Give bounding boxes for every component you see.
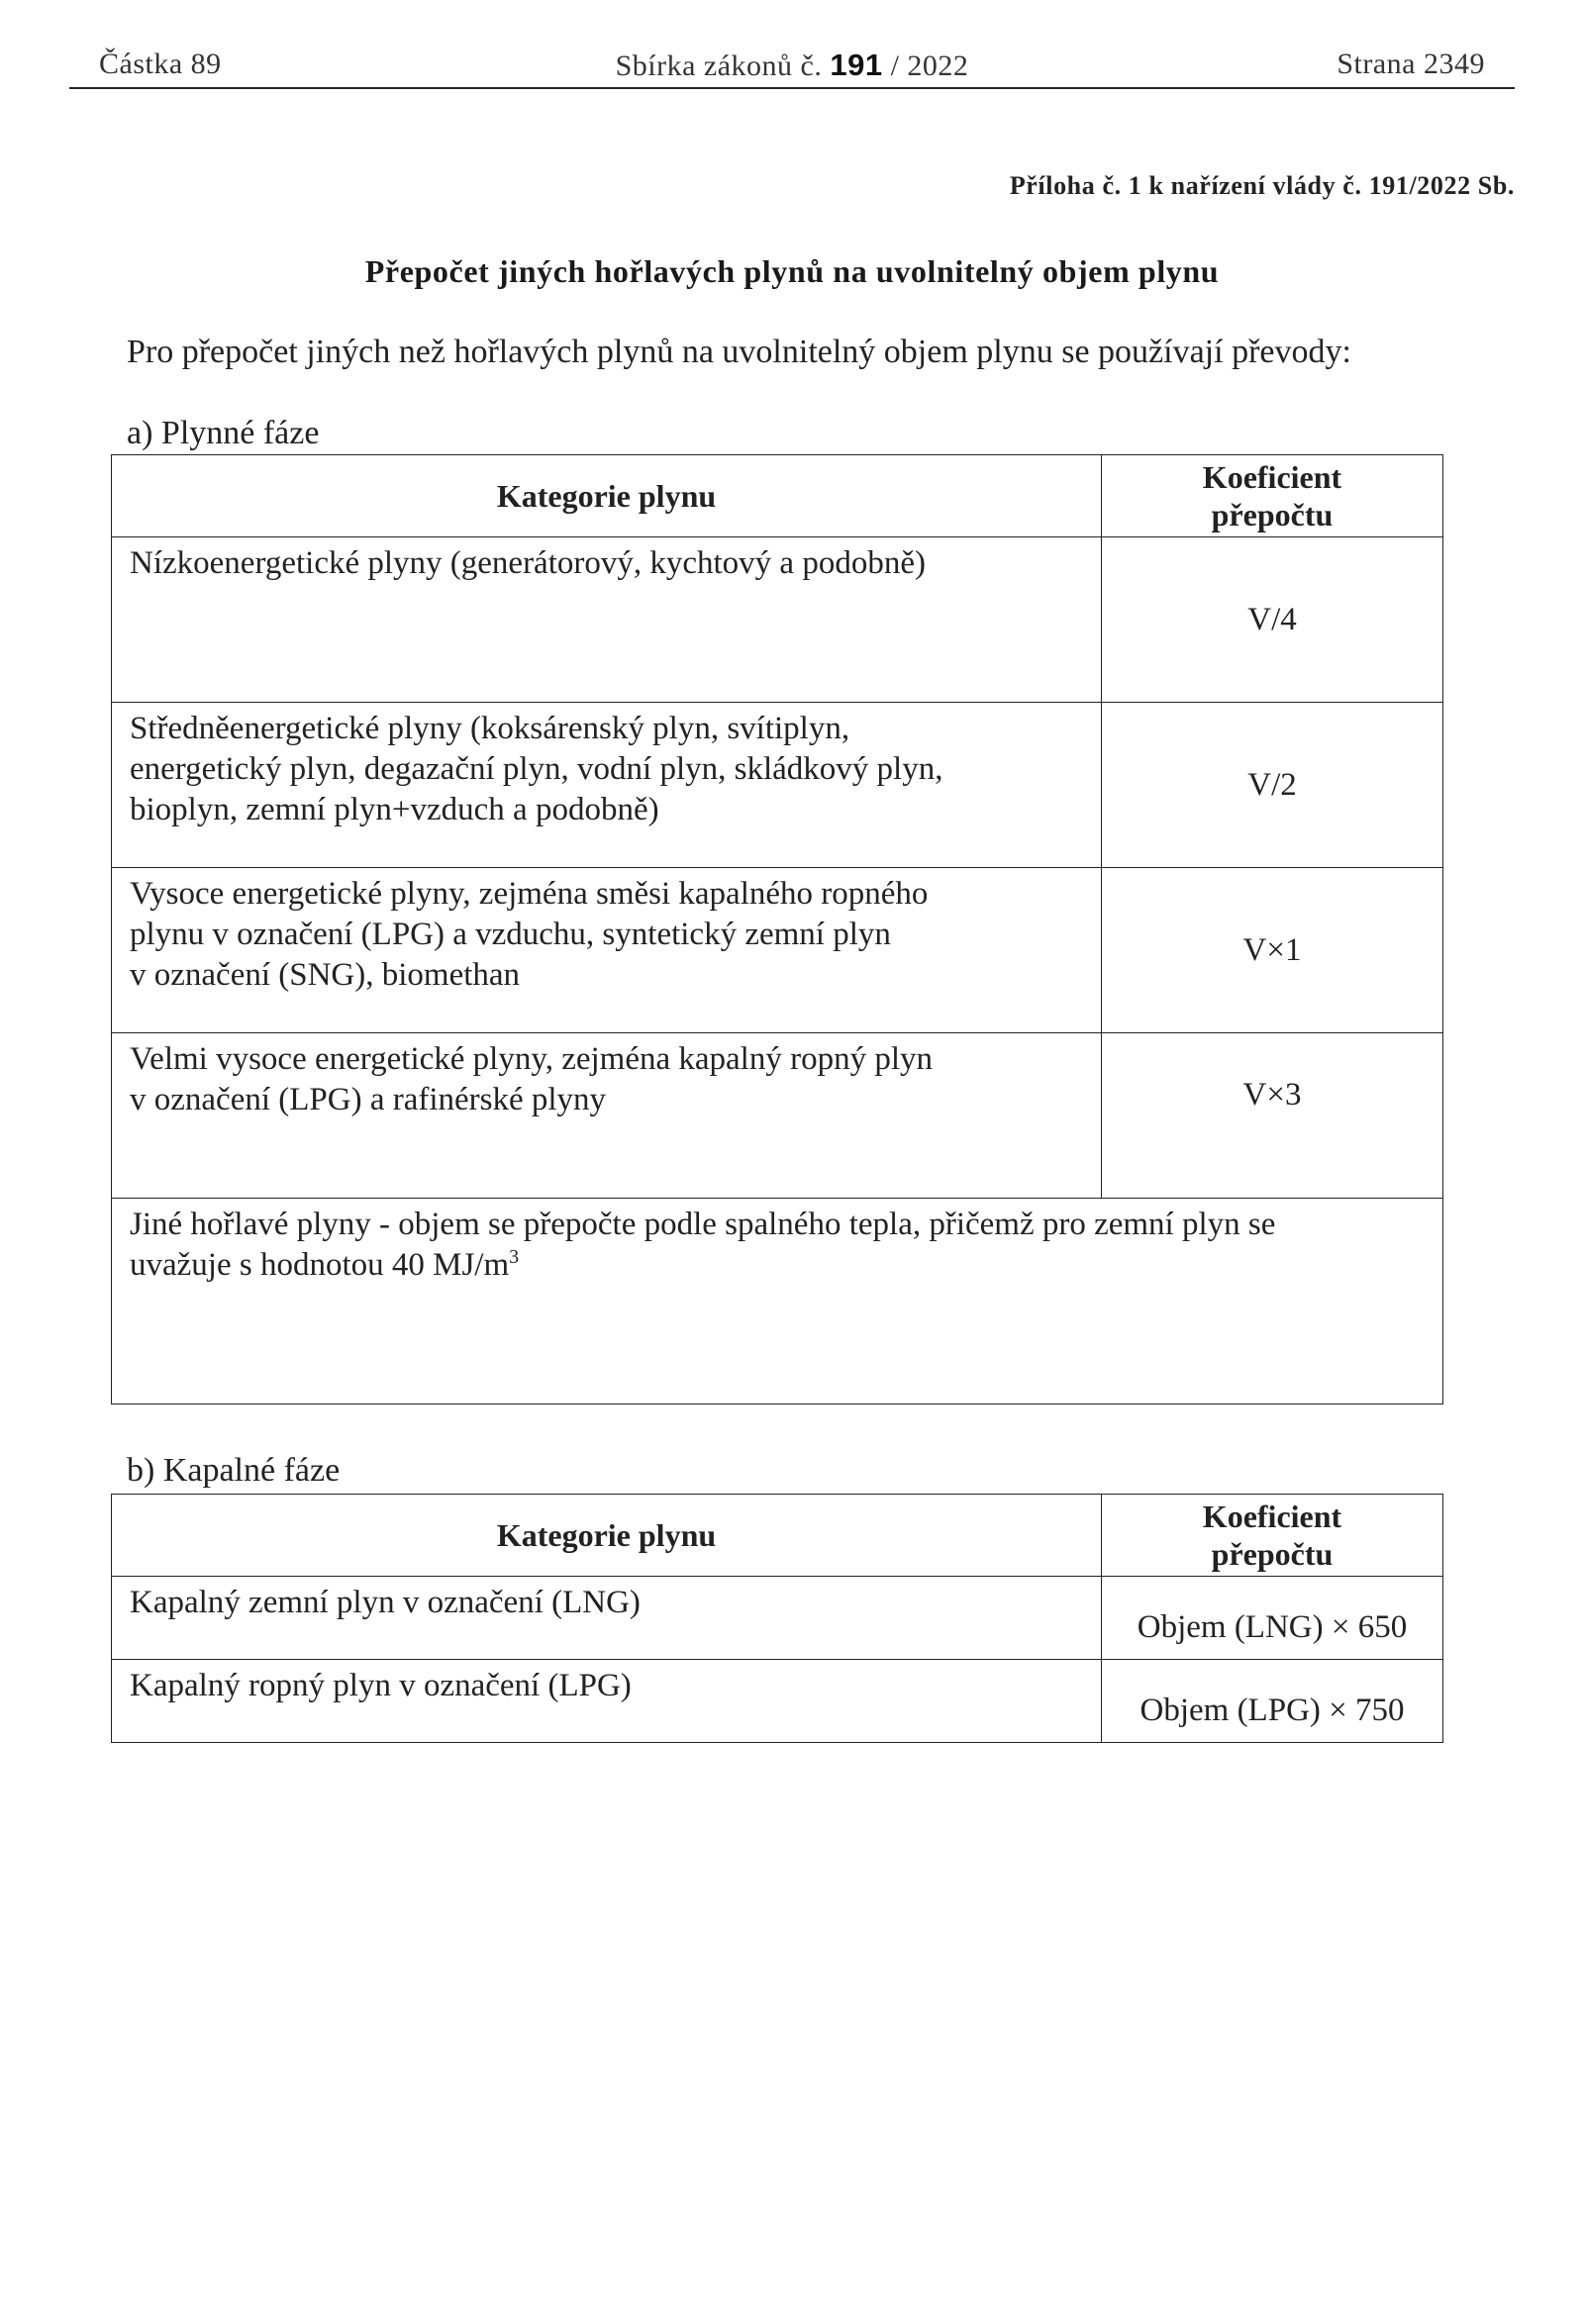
category-text: v označení (LPG) a rafinérské plyny <box>130 1082 607 1117</box>
table-row <box>112 1660 1443 1743</box>
coef-header-line1: Koeficient <box>1202 1499 1342 1534</box>
category-text: Velmi vysoce energetické plyny, zejména kapalný ropný plyn <box>130 1041 933 1077</box>
table-row <box>112 703 1443 868</box>
note-line2: uvažuje s hodnotou 40 MJ/m <box>130 1247 510 1283</box>
category-text: Kapalný ropný plyn v označení (LPG) <box>130 1668 632 1703</box>
coefficient-cell: V/4 <box>1102 537 1443 703</box>
table-header-row <box>112 1495 1443 1577</box>
table-header-row <box>112 455 1443 537</box>
category-cell <box>112 703 1102 868</box>
page-header <box>69 48 1515 89</box>
category-cell <box>112 1033 1102 1199</box>
coef-header-line2: přepočtu <box>1211 497 1334 533</box>
note-line1: Jiné hořlavé plyny - objem se přepočte podle spalného tepla, přičemž pro zemní plyn se <box>130 1207 1276 1242</box>
table-row <box>112 868 1443 1033</box>
category-text: plynu v označení (LPG) a vzduchu, syntetický zemní plyn <box>130 917 891 952</box>
column-header-coefficient <box>1102 455 1443 537</box>
header-page-number: Strana 2349 <box>1336 48 1485 80</box>
table-row <box>112 1033 1443 1199</box>
other-gases-note <box>112 1199 1443 1404</box>
liquid-phase-table <box>111 1494 1443 1743</box>
document-title: Přepočet jiných hořlavých plynů na uvolnitelný objem plynu <box>364 253 1220 289</box>
category-text: Kapalný zemní plyn v označení (LNG) <box>130 1585 641 1620</box>
header-collection <box>69 48 1515 83</box>
coefficient-cell: V×3 <box>1102 1033 1443 1199</box>
section-a-label: a) Plynné fáze <box>127 415 320 451</box>
header-collection-prefix: Sbírka zákonů č. <box>615 49 823 82</box>
coefficient-cell: Objem (LPG) × 750 <box>1102 1660 1443 1743</box>
column-header-category: Kategorie plynu <box>112 455 1102 537</box>
section-b-label: b) Kapalné fáze <box>127 1452 341 1489</box>
category-cell <box>112 537 1102 703</box>
category-cell <box>112 868 1102 1033</box>
category-cell <box>112 1660 1102 1743</box>
header-issue: Částka 89 <box>99 48 222 80</box>
gas-phase-table <box>111 454 1443 1404</box>
coefficient-cell: V×1 <box>1102 868 1443 1033</box>
coefficient-cell: Objem (LNG) × 650 <box>1102 1577 1443 1660</box>
header-collection-year: / 2022 <box>890 49 969 82</box>
table-row <box>112 1577 1443 1660</box>
category-cell <box>112 1577 1102 1660</box>
annex-reference: Příloha č. 1 k nařízení vlády č. 191/2022 Sb. <box>1009 171 1515 200</box>
category-text: v označení (SNG), biomethan <box>130 957 521 993</box>
category-text: Nízkoenergetické plyny (generátorový, kychtový a podobně) <box>130 545 926 581</box>
table-note-row <box>112 1199 1443 1404</box>
note-superscript: 3 <box>509 1246 520 1268</box>
intro-paragraph: Pro přepočet jiných než hořlavých plynů na uvolnitelný objem plynu se používají převody: <box>127 334 1351 370</box>
header-law-number: 191 <box>830 48 883 82</box>
category-text: Vysoce energetické plyny, zejména směsi kapalného ropného <box>130 876 929 912</box>
coef-header-line1: Koeficient <box>1202 459 1342 495</box>
category-text: energetický plyn, degazační plyn, vodní plyn, skládkový plyn, <box>130 751 943 787</box>
category-text: Středněenergetické plyny (koksárenský plyn, svítiplyn, <box>130 711 850 746</box>
coef-header-line2: přepočtu <box>1211 1536 1334 1572</box>
coefficient-cell: V/2 <box>1102 703 1443 868</box>
column-header-category: Kategorie plynu <box>112 1495 1102 1577</box>
column-header-coefficient <box>1102 1495 1443 1577</box>
category-text: bioplyn, zemní plyn+vzduch a podobně) <box>130 792 659 827</box>
table-row <box>112 537 1443 703</box>
